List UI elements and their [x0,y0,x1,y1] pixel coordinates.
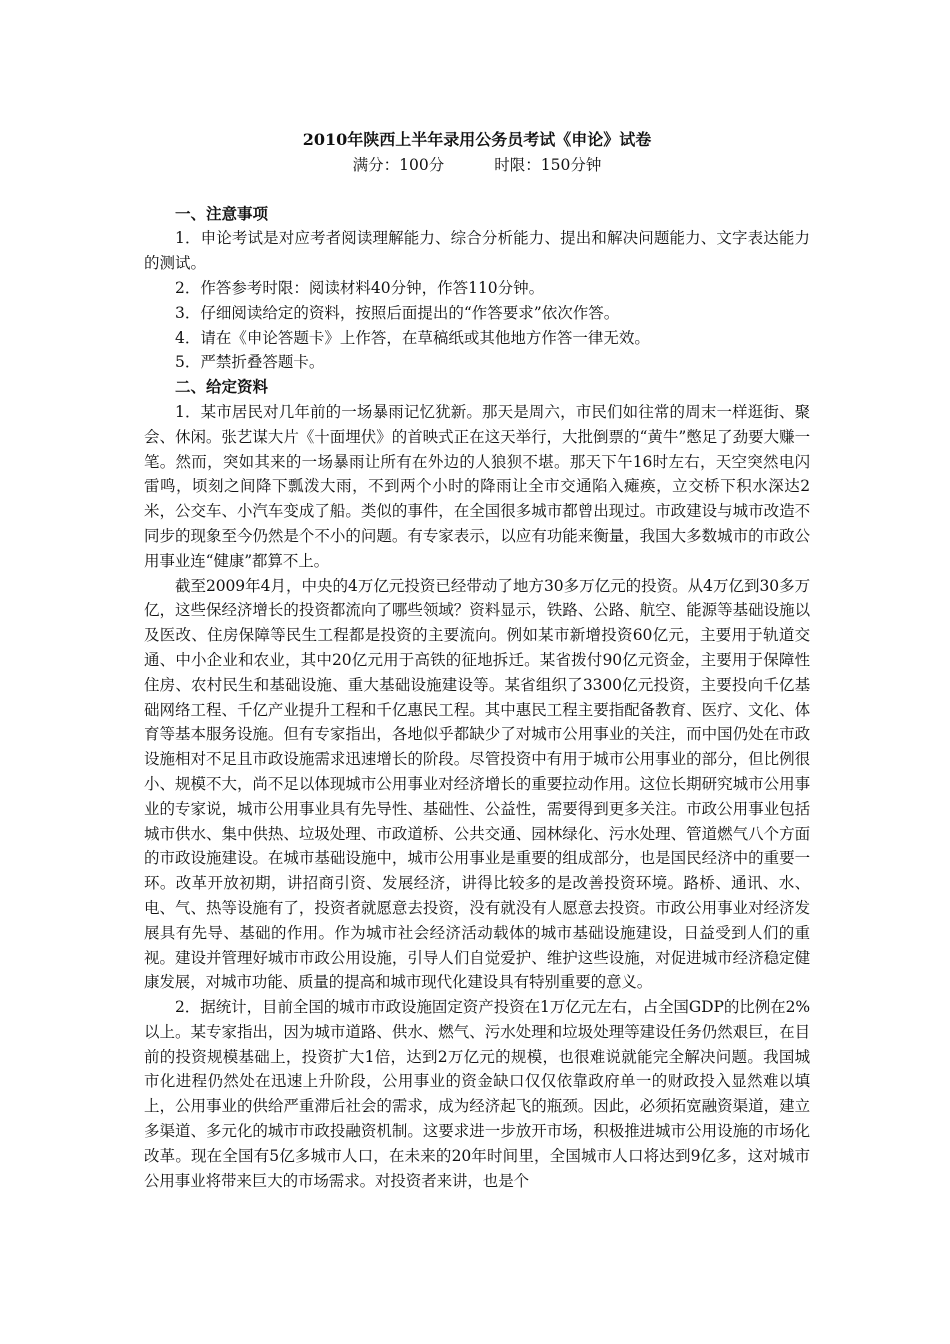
note-item: 5．严禁折叠答题卡。 [175,353,325,372]
time-limit: 时限：150分钟 [494,155,602,174]
document-page [144,128,810,1193]
exam-info [144,153,810,178]
document-title: 2010年陕西上半年录用公务员考试《申论》试卷 [302,130,652,149]
full-score: 满分：100分 [352,155,445,174]
note-item: 4．请在《申论答题卡》上作答，在草稿纸或其他地方作答一律无效。 [175,328,650,347]
section-heading-materials: 二、给定资料 [175,377,269,397]
note-item: 2．作答参考时限：阅读材料40分钟，作答110分钟。 [175,278,545,297]
note-item: 3．仔细阅读给定的资料，按照后面提出的“作答要求”依次作答。 [175,303,620,322]
material-paragraph: 1．某市居民对几年前的一场暴雨记忆犹新。那天是周六，市民们如往常的周末一样逛街、聚会、休闲。张艺谋大片《十面埋伏》的首映式正在这天举行，大批倒票的“黄牛”憋足了劲要大赚一笔。然而，突如其来的一场暴雨让所有在外边的人狼狈不堪。那天下午16时左右，天空突然电闪雷鸣，顷刻之间降下瓢泼大雨，不到两个小时的降雨让全市交通陷入瘫痪，立交桥下积水深达2米，公交车、小汽车变成了船。类似的事件，在全国很多城市都曾出现过。市政建设与城市改造不同步的现象至今仍然是个不小的问题。有专家表示，以应有功能来衡量，我国大多数城市的市政公用事业连“健康”都算不上。 [144,402,810,570]
note-item: 1．申论考试是对应考者阅读理解能力、综合分析能力、提出和解决问题能力、文字表达能力的测试。 [144,229,810,273]
material-paragraph: 2．据统计，目前全国的城市市政设施固定资产投资在1万亿元左右，占全国GDP的比例在2%以上。某专家指出，因为城市道路、供水、燃气、污水处理和垃圾处理等建设任务仍然艰巨，在目前的投资规模基础上，投资扩大1倍，达到2万亿元的规模，也很难说就能完全解决问题。我国城市化进程仍然处在迅速上升阶段，公用事业的资金缺口仅仅依靠政府单一的财政投入显然难以填上，公用事业的供给严重滞后社会的需求，成为经济起飞的瓶颈。因此，必须拓宽融资渠道，建立多渠道、多元化的城市市政投融资机制。这要求进一步放开市场，积极推进城市公用设施的市场化改革。现在全国有5亿多城市人口，在未来的20年时间里，全国城市人口将达到9亿多，这对城市公用事业将带来巨大的市场需求。对投资者来讲，也是个 [144,998,810,1190]
material-paragraph: 截至2009年4月，中央的4万亿元投资已经带动了地方30多万亿元的投资。从4万亿到30多万亿，这些保经济增长的投资都流向了哪些领域？资料显示，铁路、公路、航空、能源等基础设施以及医改、住房保障等民生工程都是投资的主要流向。例如某市新增投资60亿元，主要用于轨道交通、中小企业和农业，其中20亿元用于高铁的征地拆迁。某省拨付90亿元资金，主要用于保障性住房、农村民生和基础设施、重大基础设施建设等。某省组织了3300亿元投资，主要投向千亿基础网络工程、千亿产业提升工程和千亿惠民工程。其中惠民工程主要指配备教育、医疗、文化、体育等基本服务设施。但有专家指出，各地似乎都缺少了对城市公用事业的关注，而中国仍处在市政设施相对不足且市政设施需求迅速增长的阶段。尽管投资中有用于城市公用事业的部分，但比例很小、规模不大，尚不足以体现城市公用事业对经济增长的重要拉动作用。这位长期研究城市公用事业的专家说，城市公用事业具有先导性、基础性、公益性，需要得到更多关注。市政公用事业包括城市供水、集中供热、垃圾处理、市政道桥、公共交通、园林绿化、污水处理、管道燃气八个方面的市政设施建设。在城市基础设施中，城市公用事业是重要的组成部分，也是国民经济中的重要一环。改革开放初期，讲招商引资、发展经济，讲得比较多的是改善投资环境。路桥、通讯、水、电、气、热等设施有了，投资者就愿意去投资，没有就没有人愿意去投资。市政公用事业对经济发展具有先导、基础的作用。作为城市社会经济活动载体的城市基础设施建设，日益受到人们的重视。建设并管理好城市市政公用设施，引导人们自觉爱护、维护这些设施，对促进城市经济稳定健康发展，对城市功能、质量的提高和城市现代化建设具有特别重要的意义。 [144,576,810,992]
section-heading-notes: 一、注意事项 [175,203,269,223]
